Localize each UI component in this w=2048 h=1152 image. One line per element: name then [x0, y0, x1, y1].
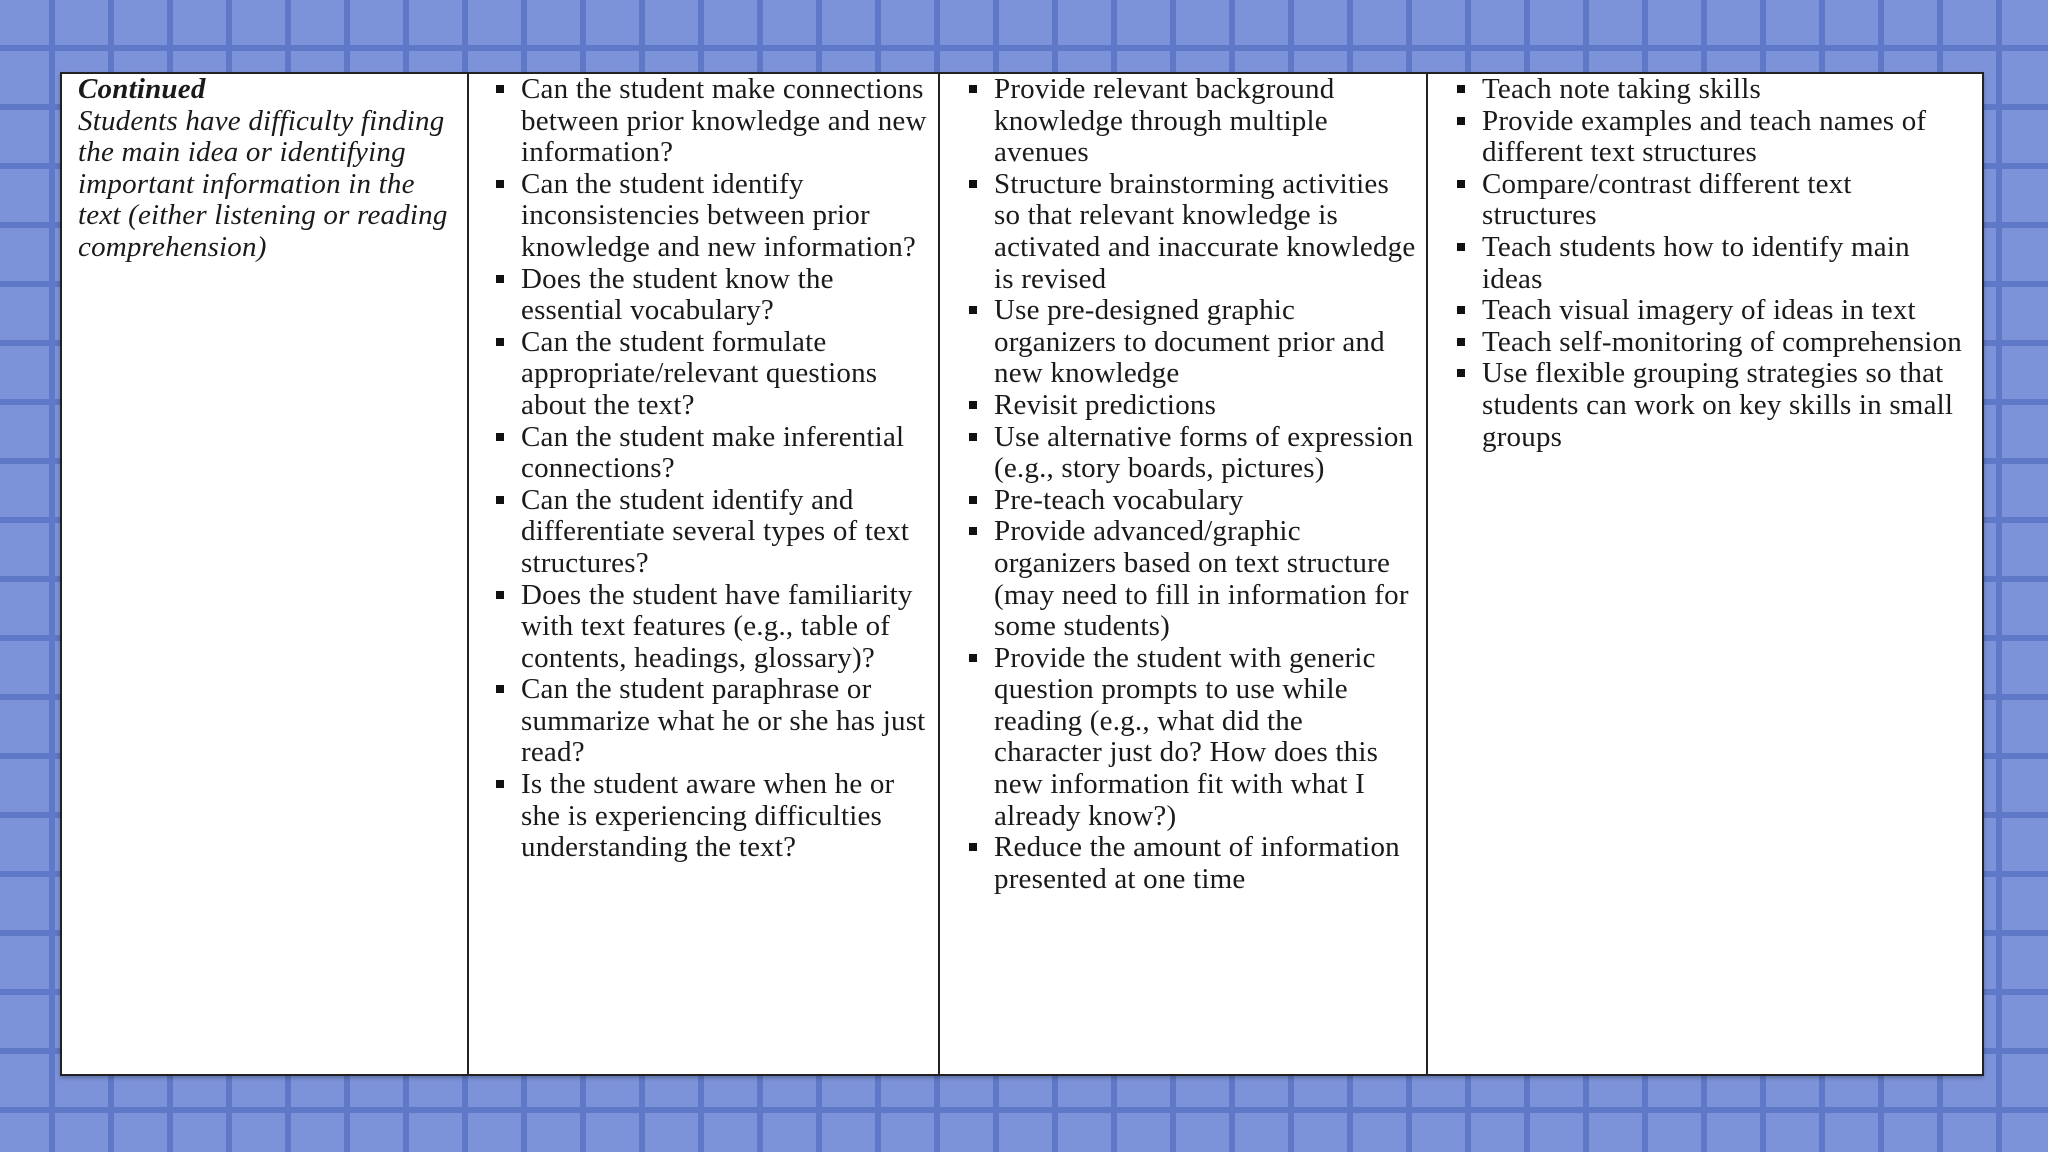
accommodation-item: Revisit predictions	[968, 390, 1416, 422]
strategy-item: Teach self-monitoring of comprehension	[1456, 327, 1972, 359]
strategy-item: Provide examples and teach names of different text structures	[1456, 106, 1972, 169]
strategy-item: Teach visual imagery of ideas in text	[1456, 295, 1972, 327]
question-item: Is the student aware when he or she is experiencing difficulties understanding the text?	[495, 769, 928, 864]
question-item: Can the student paraphrase or summarize what he or she has just read?	[495, 674, 928, 769]
strategy-item: Compare/contrast different text structures	[1456, 169, 1972, 232]
question-item: Can the student make inferential connections?	[495, 422, 928, 485]
accommodations-column	[940, 74, 1428, 1074]
question-item: Can the student formulate appropriate/relevant questions about the text?	[495, 327, 928, 422]
accommodation-item: Provide advanced/graphic organizers based on text structure (may need to fill in information for some students)	[968, 516, 1416, 642]
questions-list	[495, 74, 928, 864]
accommodation-item: Use alternative forms of expression (e.g., story boards, pictures)	[968, 422, 1416, 485]
accommodation-item: Provide relevant background knowledge through multiple avenues	[968, 74, 1416, 169]
question-item: Can the student identify and differentiate several types of text structures?	[495, 485, 928, 580]
question-item: Can the student identify inconsistencies between prior knowledge and new information?	[495, 169, 928, 264]
accommodation-item: Pre-teach vocabulary	[968, 485, 1416, 517]
intervention-table	[60, 72, 1984, 1076]
question-item: Can the student make connections between prior knowledge and new information?	[495, 74, 928, 169]
strategies-list	[1456, 74, 1972, 453]
accommodations-list	[968, 74, 1416, 895]
strategies-column	[1428, 74, 1982, 1074]
question-item: Does the student have familiarity with text features (e.g., table of contents, headings, glossary)?	[495, 580, 928, 675]
accommodation-item: Structure brainstorming activities so that relevant knowledge is activated and inaccurate knowledge is revised	[968, 169, 1416, 295]
problem-title: Continued	[78, 74, 206, 105]
strategy-item: Teach students how to identify main ideas	[1456, 232, 1972, 295]
problem-description: Students have difficulty finding the main idea or identifying important information in the text (either listening or reading comprehension)	[78, 104, 448, 263]
strategy-item: Teach note taking skills	[1456, 74, 1972, 106]
questions-column	[469, 74, 940, 1074]
strategy-item: Use flexible grouping strategies so that students can work on key skills in small groups	[1456, 358, 1972, 453]
accommodation-item: Provide the student with generic question prompts to use while reading (e.g., what did the character just do? How does this new information fit with what I already know?)	[968, 643, 1416, 833]
problem-column	[62, 74, 469, 1074]
question-item: Does the student know the essential vocabulary?	[495, 264, 928, 327]
accommodation-item: Reduce the amount of information presented at one time	[968, 832, 1416, 895]
accommodation-item: Use pre-designed graphic organizers to document prior and new knowledge	[968, 295, 1416, 390]
